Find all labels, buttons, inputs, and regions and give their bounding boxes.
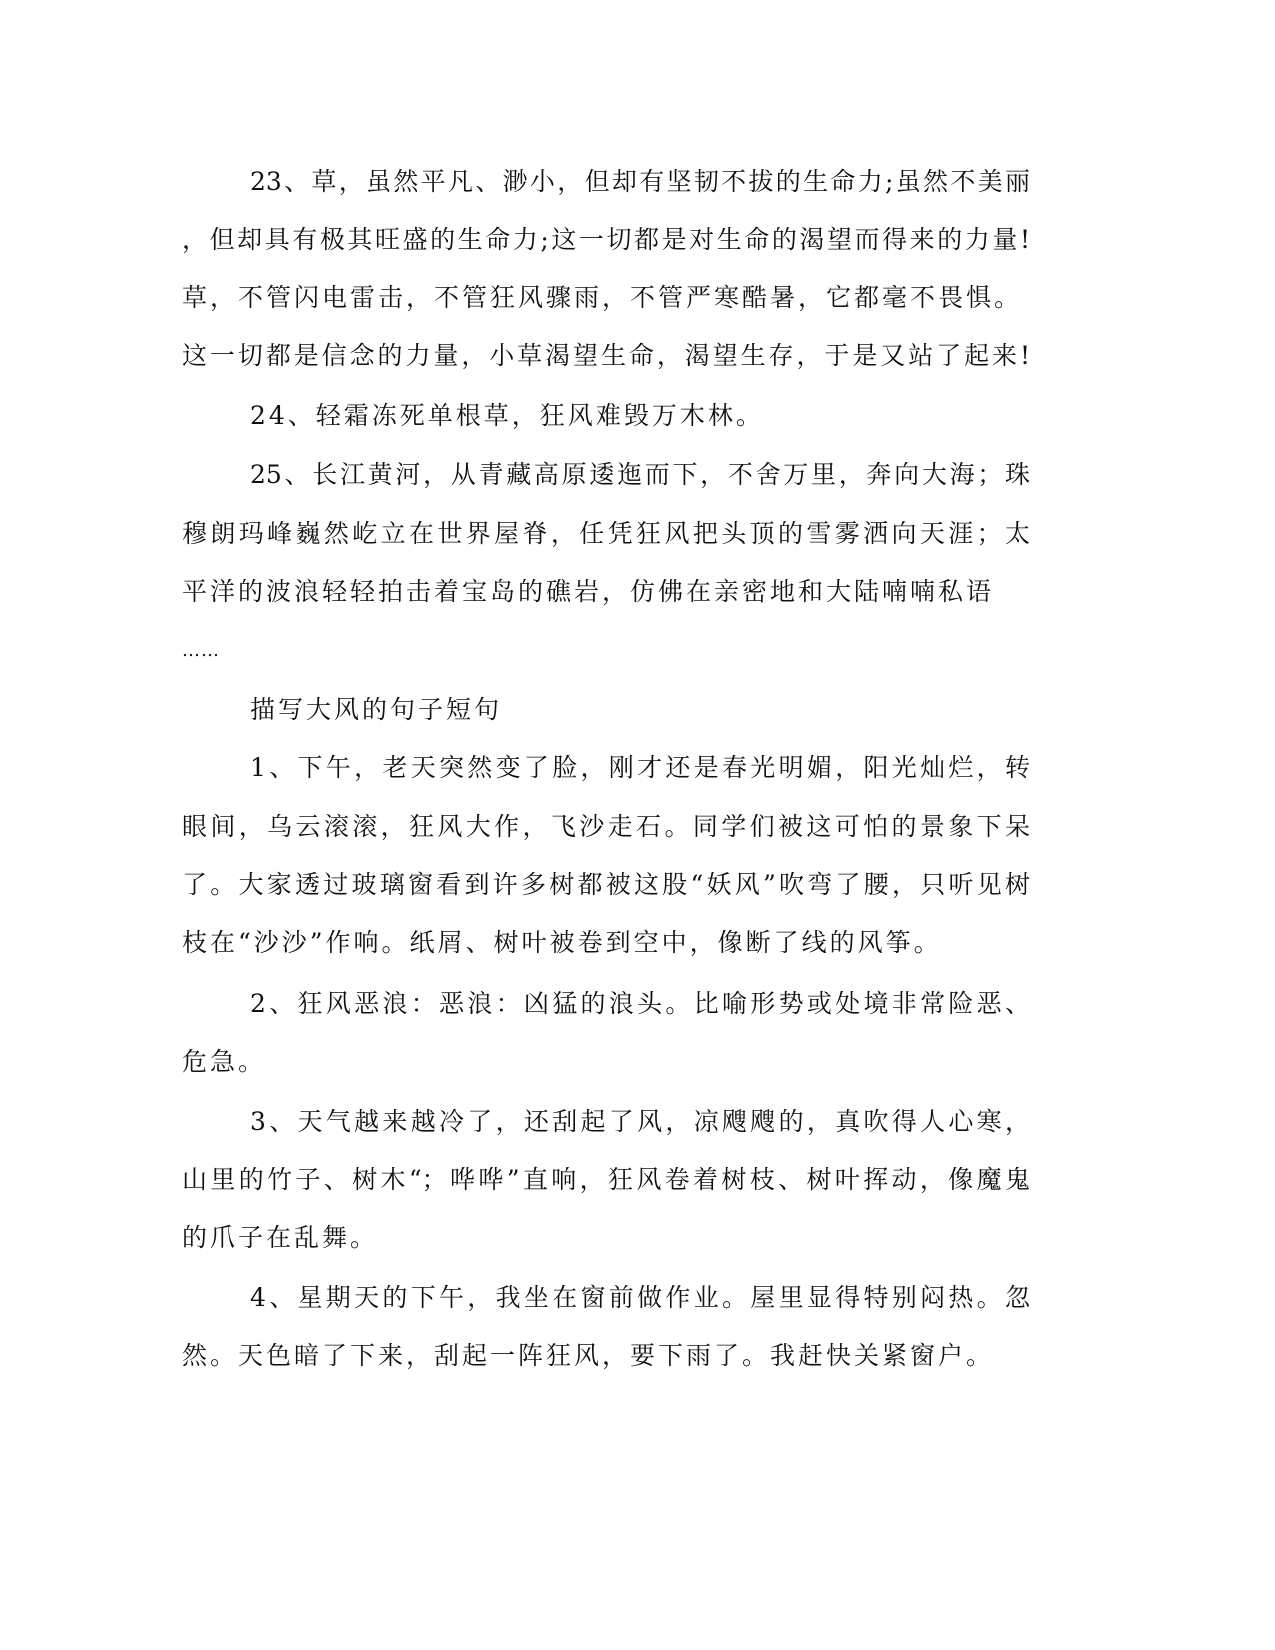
paragraph-line: 然。天色暗了下来，刮起一阵狂风，要下雨了。我赶快关紧窗户。: [182, 1341, 995, 1370]
section-heading: 描写大风的句子短句: [250, 695, 503, 724]
paragraph-line: 眼间，乌云滚滚，狂风大作，飞沙走石。同学们被这可怕的景象下呆: [182, 812, 1030, 841]
paragraph-line: 穆朗玛峰巍然屹立在世界屋脊，任凭狂风把头顶的雪雾洒向天涯；太: [182, 519, 1030, 548]
paragraph-line: 枝在“沙沙”作响。纸屑、树叶被卷到空中，像断了线的风筝。: [182, 928, 942, 957]
paragraph-line: 4、星期天的下午，我坐在窗前做作业。屋里显得特别闷热。忽: [250, 1283, 1030, 1312]
paragraph-line: 平洋的波浪轻轻拍击着宝岛的礁岩，仿佛在亲密地和大陆喃喃私语: [182, 577, 995, 606]
paragraph-line: 3、天气越来越冷了，还刮起了风，凉飕飕的，真吹得人心寒，: [250, 1107, 1030, 1136]
paragraph-line: 25、长江黄河，从青藏高原逶迤而下，不舍万里，奔向大海；珠: [250, 460, 1030, 489]
paragraph-line: 的爪子在乱舞。: [182, 1223, 379, 1252]
paragraph-line: 了。大家透过玻璃窗看到许多树都被这股“妖风”吹弯了腰，只听见树: [182, 870, 1030, 899]
paragraph-line: ，但却具有极其旺盛的生命力;这一切都是对生命的渴望而得来的力量!: [182, 225, 1030, 254]
paragraph-line: 2、狂风恶浪：恶浪：凶猛的浪头。比喻形势或处境非常险恶、: [250, 989, 1030, 1018]
ellipsis: ……: [182, 640, 220, 661]
paragraph-line: 23、草，虽然平凡、渺小，但却有坚韧不拔的生命力;虽然不美丽: [250, 167, 1030, 196]
paragraph-line: 24、轻霜冻死单根草，狂风难毁万木林。: [250, 401, 764, 430]
paragraph-line: 草，不管闪电雷击，不管狂风骤雨，不管严寒酷暑，它都毫不畏惧。: [182, 283, 1023, 312]
paragraph-line: 山里的竹子、树木“；哗哗”直响，狂风卷着树枝、树叶挥动，像魔鬼: [182, 1165, 1030, 1194]
paragraph-line: 危急。: [182, 1047, 267, 1076]
paragraph-line: 1、下午，老天突然变了脸，刚才还是春光明媚，阳光灿烂，转: [250, 753, 1030, 782]
paragraph-line: 这一切都是信念的力量，小草渴望生命，渴望生存，于是又站了起来!: [182, 341, 1030, 370]
